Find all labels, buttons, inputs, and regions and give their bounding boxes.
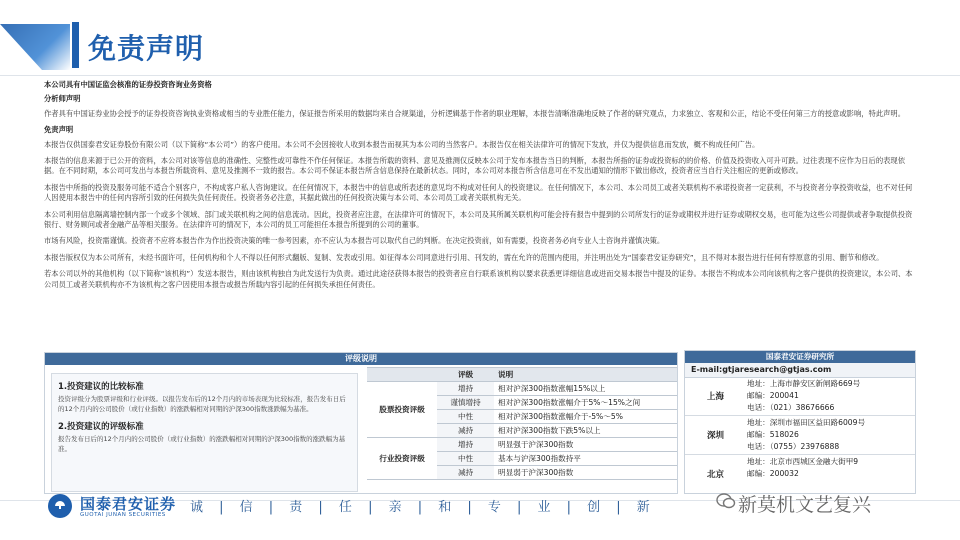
office-phone: 电话：（021）38676666 <box>747 403 835 412</box>
rating-desc: 相对沪深300指数涨幅15%以上 <box>494 382 677 396</box>
office-shanghai <box>685 378 915 416</box>
header-accent-bar <box>72 22 79 68</box>
company-name: 国泰君安证券 <box>80 495 177 513</box>
account-watermark: 新莫机文艺复兴 <box>738 494 872 516</box>
rating-level: 减持 <box>437 424 494 438</box>
disclaimer-paragraph: 本报告的信息来源于已公开的资料，本公司对该等信息的准确性、完整性或可靠性不作任何保证。本报告所载的资料、意见及推测仅反映本公司于发布本报告当日的判断，本报告所指的证券或投资标的的价格、价值及投资收入可升可跌。过往表现不应作为日后的表现依据。在不同时期，本公司可发出与本报告所载资料、意见及推测不一致的报告。本公司不保证本报告所含信息保持在最新状态。同时，本公司对本报告所含信息可在不发出通知的情形下做出修改，投资者应当自行关注相应的更新或修改。 <box>44 156 906 176</box>
header-decoration <box>0 24 70 70</box>
rating-level: 中性 <box>437 452 494 466</box>
disclaimer-paragraph: 市场有风险，投资需谨慎。投资者不应将本报告作为作出投资决策的唯一参考因素，亦不应认为本报告可以取代自己的判断。在决定投资前，如有需要，投资者务必向专业人士咨询并谨慎决策。 <box>44 236 665 246</box>
table-header-row <box>367 368 677 382</box>
analyst-heading: 分析师声明 <box>44 94 81 104</box>
rating-level: 增持 <box>437 382 494 396</box>
rating-criteria-box <box>51 373 358 492</box>
rating-level: 增持 <box>437 438 494 452</box>
qualification-heading: 本公司具有中国证监会核准的证券投资咨询业务资格 <box>44 80 212 89</box>
office-beijing <box>685 456 915 492</box>
office-shenzhen <box>685 417 915 455</box>
criteria-1-text: 投资评级分为股票评级和行业评级。以报告发布后的12个月内的市场表现为比较标准，报告发布日后的12个月内的公司股价（或行业指数）的涨跌幅相对同期的沪深300指数涨跌幅为基准。 <box>58 395 346 413</box>
disclaimer-paragraph: 本公司利用信息隔离墙控制内部一个或多个领域、部门或关联机构之间的信息流动。因此，投资者应注意，在法律许可的情况下，本公司及其所属关联机构可能会持有报告中提到的公司所发行的证券或期权并进行证券或期权交易，也可能为这些公司提供或者争取提供投资银行、财务顾问或者金融产品等相关服务。在法律许可的情况下，本公司的员工可能担任本报告所提到的公司的董事。 <box>44 209 913 230</box>
analyst-text: 作者具有中国证券业协会授予的证券投资咨询执业资格或相当的专业胜任能力，保证报告所采用的数据均来自合规渠道，分析逻辑基于作者的职业理解，本报告清晰准确地反映了作者的研究观点，力求独立、客观和公正，结论不受任何第三方的授意或影响，特此声明。 <box>44 108 906 118</box>
office-zip: 邮编：200032 <box>747 469 799 478</box>
rating-panel-title: 评级说明 <box>45 353 677 365</box>
col-rating-header: 评级 <box>437 368 494 382</box>
stock-rating-group: 股票投资评级 <box>367 382 437 438</box>
disclaimer-paragraph: 若本公司以外的其他机构（以下简称“该机构”）发送本报告，则由该机构独自为此发送行为负责。通过此途径获得本报告的投资者应自行联系该机构以要求获悉更详细信息或进而交易本报告中提及的证券。本报告不构成本公司向该机构之客户提供的投资建议，本公司、本公司员工或者关联机构亦不为该机构之客户因使用本报告或报告所载内容引起的任何损失承担任何责任。 <box>44 269 913 289</box>
disclaimer-heading: 免责声明 <box>44 125 74 135</box>
office-city: 上海 <box>707 392 725 402</box>
office-address: 地址：上海市静安区新闸路669号 <box>747 379 861 388</box>
office-address: 地址：深圳市福田区益田路6009号 <box>747 418 866 427</box>
company-name-en: GUOTAI JUNAN SECURITIES <box>80 512 166 518</box>
institute-panel <box>684 350 916 494</box>
office-zip: 邮编：518026 <box>747 430 799 439</box>
rating-table <box>367 367 677 480</box>
col-desc-header: 说明 <box>494 368 677 382</box>
rating-desc: 相对沪深300指数涨幅介于-5%～5% <box>494 410 677 424</box>
institute-title: 国泰君安证券研究所 <box>685 351 915 363</box>
disclaimer-paragraph: 本报告中所指的投资及服务可能不适合个别客户，不构成客户私人咨询建议。在任何情况下，本报告中的信息或所表述的意见均不构成对任何人的投资建议。在任何情况下，本公司、本公司员工或者关联机构不承诺投资者一定获利，不与投资者分享投资收益，也不对任何人因使用本报告中的任何内容所引致的任何损失负任何责任。投资者务必注意，其据此做出的任何投资决策与本公司、本公司员工或者关联机构无关。 <box>44 182 913 203</box>
company-slogan: 诚 | 信 | 责 | 任 | 亲 | 和 | 专 | 业 | 创 | 新 <box>190 500 656 515</box>
company-logo-icon <box>48 494 72 518</box>
rating-desc: 基本与沪深300指数持平 <box>494 452 677 466</box>
rating-desc: 明显弱于沪深300指数 <box>494 466 677 480</box>
industry-rating-group: 行业投资评级 <box>367 438 437 480</box>
header-divider <box>0 75 960 76</box>
table-row <box>367 382 677 396</box>
page-title: 免责声明 <box>88 32 205 65</box>
institute-email[interactable]: E-mail:gtjaresearch@gtjas.com <box>685 363 915 378</box>
rating-desc: 相对沪深300指数涨幅介于5%～15%之间 <box>494 396 677 410</box>
rating-level: 减持 <box>437 466 494 480</box>
table-row <box>367 438 677 452</box>
office-city: 深圳 <box>707 431 725 441</box>
criteria-2-title: 2.投资建议的评级标准 <box>58 422 144 433</box>
disclaimer-paragraph: 本报告仅供国泰君安证券股份有限公司（以下简称“本公司”）的客户使用。本公司不会因接收人收到本报告而视其为本公司的当然客户。本报告仅在相关法律许可的情况下发放，并仅为提供信息而发放，概不构成任何广告。 <box>44 139 760 149</box>
disclaimer-body <box>44 80 916 296</box>
office-address: 地址：北京市西城区金融大街甲9 <box>747 457 859 466</box>
rating-desc: 相对沪深300指数下跌5%以上 <box>494 424 677 438</box>
criteria-2-text: 报告发布日后的12个月内的公司股价（或行业指数）的涨跌幅相对同期的沪深300指数的涨跌幅为基准。 <box>58 435 346 453</box>
criteria-1-title: 1.投资建议的比较标准 <box>58 382 144 392</box>
rating-level: 中性 <box>437 410 494 424</box>
office-phone: 电话：（0755）23976888 <box>747 442 840 451</box>
office-zip: 邮编：200041 <box>747 391 799 400</box>
rating-level: 谨慎增持 <box>437 396 494 410</box>
rating-panel <box>44 352 678 494</box>
disclaimer-paragraph: 本报告版权仅为本公司所有，未经书面许可，任何机构和个人不得以任何形式翻版、复制、发表或引用。如征得本公司同意进行引用、刊发的，需在允许的范围内使用，并注明出处为“国泰君安证券研究”，且不得对本报告进行任何有悖原意的引用、删节和修改。 <box>44 252 884 262</box>
wechat-icon <box>716 492 736 515</box>
rating-desc: 明显强于沪深300指数 <box>494 438 677 452</box>
office-city: 北京 <box>707 470 725 480</box>
